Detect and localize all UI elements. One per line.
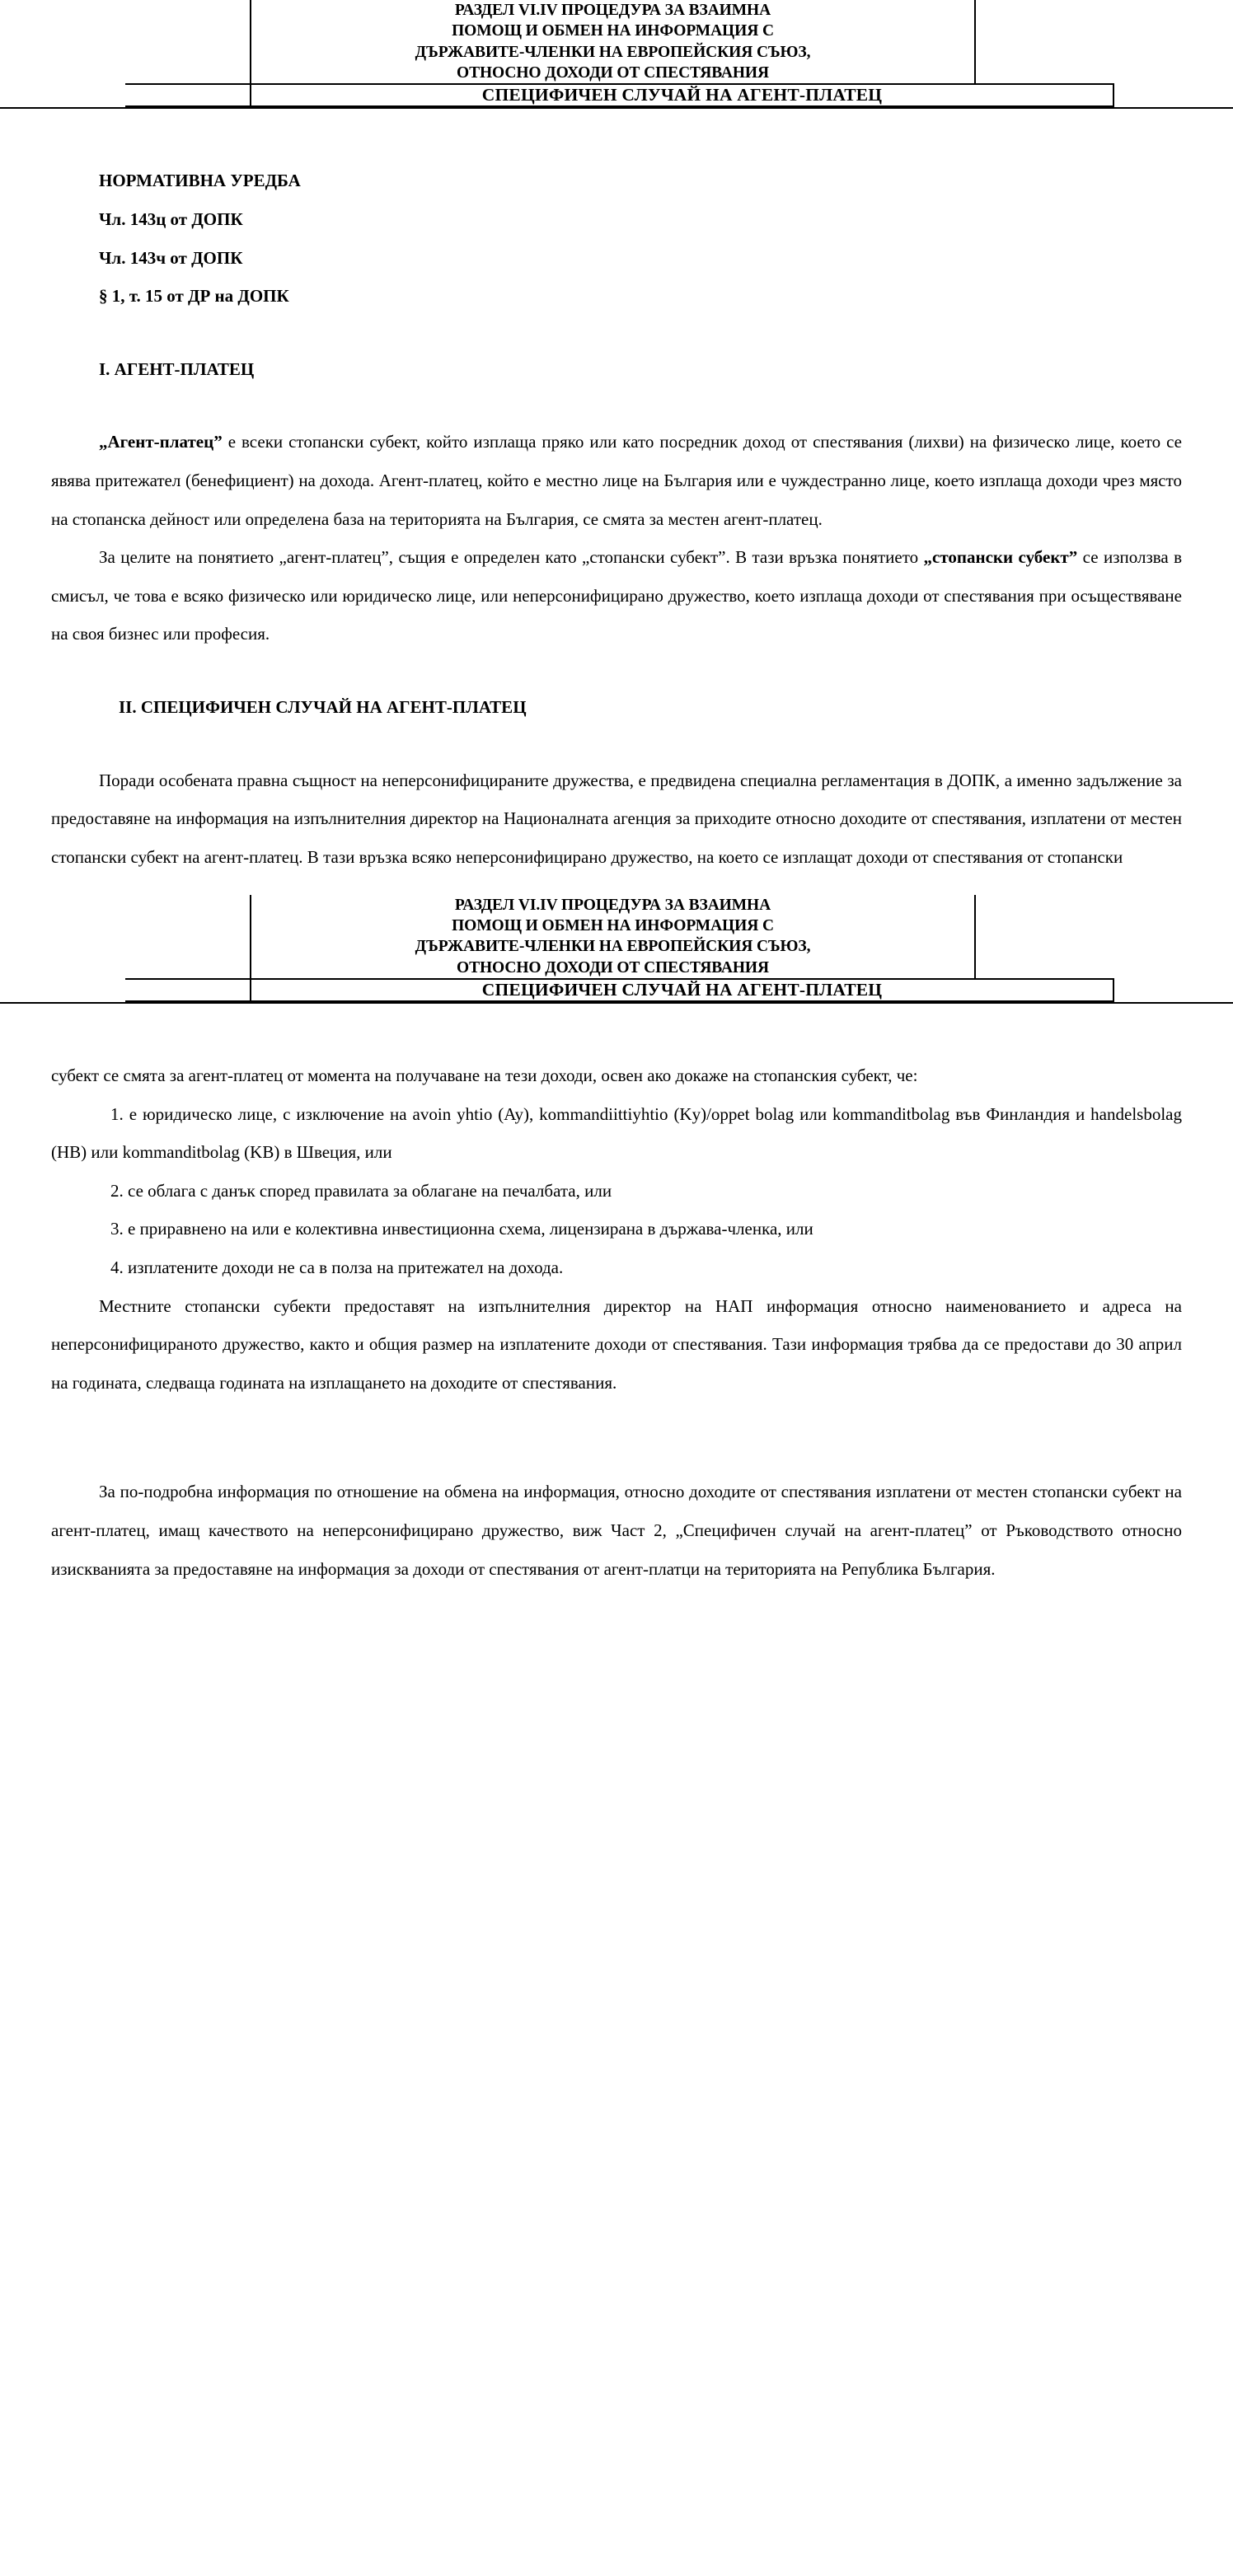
header-subtitle-row — [125, 84, 1113, 106]
header-title-cell-2 — [251, 895, 975, 979]
header-title-line-1: РАЗДЕЛ VI.IV ПРОЦЕДУРА ЗА ВЗАИМНА — [454, 2, 771, 19]
header-logo-cell — [125, 0, 251, 84]
document-page-2 — [0, 895, 1233, 1589]
term-agent-platec: „Агент-платец” — [99, 432, 223, 452]
paragraph-stopanski-subekt — [51, 538, 1182, 653]
header-right-cell-2 — [975, 895, 1113, 979]
header-title-line-3: ДЪРЖАВИТЕ-ЧЛЕНКИ НА ЕВРОПЕЙСКИЯ СЪЮЗ, — [415, 43, 811, 61]
paragraph-2-text-a: За целите на понятието „агент-платец”, същия е определен като „стопански субект”. В тази връзка понятието — [99, 547, 924, 568]
list-item-3: 3. е приравнено на или е колективна инвестиционна схема, лицензирана в държава-членка, или — [110, 1219, 813, 1239]
header-subtitle-cell-2: СПЕЦИФИЧЕН СЛУЧАЙ НА АГЕНТ-ПЛАТЕЦ — [251, 979, 1113, 1001]
page-header-table-2 — [125, 895, 1114, 1002]
list-item-2: 2. се облага с данък според правилата за облагане на печалбата, или — [110, 1180, 612, 1201]
header-subtitle-cell: СПЕЦИФИЧЕН СЛУЧАЙ НА АГЕНТ-ПЛАТЕЦ — [251, 84, 1113, 106]
paragraph-1-text: е всеки стопански субект, който изплаща пряко или като посредник доход от спестявания (лихви) на физическо лице, което се явява притежател (бенефициент) на дохода. Агент-платец, който е местно лице на България или е чуждестранно лице, което изплаща доходи чрез място на стопанска дейност или определена база на територията на България, се смята за местен агент-платец. — [51, 432, 1182, 529]
header-title-cell — [251, 0, 975, 84]
header-logo-cell-3 — [125, 895, 251, 979]
spacer — [51, 653, 1182, 688]
header-right-cell — [975, 0, 1113, 84]
header-logo-cell-2 — [125, 84, 251, 106]
spacer — [51, 1004, 1182, 1056]
spacer — [51, 316, 1182, 350]
legal-basis-item-1: Чл. 143ц от ДОПК — [99, 208, 243, 229]
header-title-line-2b: ПОМОЩ И ОБМЕН НА ИНФОРМАЦИЯ С — [452, 916, 774, 934]
paragraph-2-text-b: се използва в смисъл, че това е всяко физическо или юридическо лице, или неперсонифицирано дружество, което изплаща доходи от спестявания при осъществяване на своя бизнес или професия. — [51, 547, 1183, 644]
header-title-line-4b: ОТНОСНО ДОХОДИ ОТ СПЕСТЯВАНИЯ — [457, 958, 769, 977]
header-logo-cell-4 — [125, 979, 251, 1001]
header-title-row-2 — [125, 895, 1113, 979]
legal-basis-item-2: Чл. 143ч от ДОПК — [99, 247, 243, 268]
list-item-1: 1. е юридическо лице, с изключение на avoin yhtio (Ay), kommandiittiyhtio (Ky)/oppet bolag или kommanditbolag във Финландия и handelsbolag (HB) или kommanditbolag (KB) в Швеция, или — [51, 1103, 1182, 1163]
section-heading-1: I. АГЕНТ-ПЛАТЕЦ — [99, 358, 255, 379]
paragraph-reporting-obligation: Местните стопански субекти предоставят на изпълнителния директор на НАП информация относно наименованието и адреса на неперсонифицираното дружество, както и общия размер на изплатените доходи от спестявания. Тази информация трябва да се предостави до 30 април на годината, следваща годината на изплащането на доходите от спестявания. — [51, 1295, 1182, 1393]
spacer — [51, 388, 1182, 423]
page-2-body — [0, 1004, 1233, 1588]
paragraph-continuation: субект се смята за агент-платец от момента на получаване на тези доходи, освен ако докаже на стопанския субект, че: — [51, 1065, 918, 1085]
header-title-line-2: ПОМОЩ И ОБМЕН НА ИНФОРМАЦИЯ С — [452, 22, 774, 40]
term-stopanski-subekt: „стопански субект” — [923, 547, 1078, 568]
spacer — [0, 877, 1233, 895]
paragraph-agent-platec-definition — [51, 423, 1182, 538]
header-title-line-4: ОТНОСНО ДОХОДИ ОТ СПЕСТЯВАНИЯ — [457, 64, 769, 82]
spacer — [51, 1402, 1182, 1473]
legal-basis-heading: НОРМАТИВНА УРЕДБА — [99, 171, 301, 191]
page-header-table-1 — [125, 0, 1114, 107]
section-heading-2: II. СПЕЦИФИЧЕН СЛУЧАЙ НА АГЕНТ-ПЛАТЕЦ — [119, 697, 527, 718]
page-1-body — [0, 109, 1233, 876]
spacer — [51, 109, 1182, 162]
spacer — [51, 727, 1182, 761]
legal-basis-item-3: § 1, т. 15 от ДР на ДОПК — [99, 286, 289, 307]
header-title-line-1b: РАЗДЕЛ VI.IV ПРОЦЕДУРА ЗА ВЗАИМНА — [454, 896, 771, 914]
header-title-line-3b: ДЪРЖАВИТЕ-ЧЛЕНКИ НА ЕВРОПЕЙСКИЯ СЪЮЗ, — [415, 938, 811, 956]
header-title-row — [125, 0, 1113, 84]
header-subtitle-row-2 — [125, 979, 1113, 1001]
document-page-1 — [0, 0, 1233, 895]
list-item-4: 4. изплатените доходи не са в полза на притежател на дохода. — [110, 1257, 564, 1277]
paragraph-special-case-intro: Поради особената правна същност на неперсонифицираните дружества, е предвидена специална регламентация в ДОПК, а именно задължение за предоставяне на информация на изпълнителния директор на Националната агенция за приходите относно доходите от спестявания, изплатени от местен стопански субект на агент-платец. В тази връзка всяко неперсонифицирано дружество, на което се изплащат доходи от спестявания от стопански — [51, 770, 1182, 867]
paragraph-more-information: За по-подробна информация по отношение на обмена на информация, относно доходите от спестявания изплатени от местен стопански субект на агент-платец, имащ качеството на неперсонифицирано дружество, виж Част 2, „Специфичен случай на агент-платец” от Ръководството относно изискванията за предоставяне на информация за доходи от спестявания от агент-платци на територията на Република България. — [51, 1482, 1182, 1579]
